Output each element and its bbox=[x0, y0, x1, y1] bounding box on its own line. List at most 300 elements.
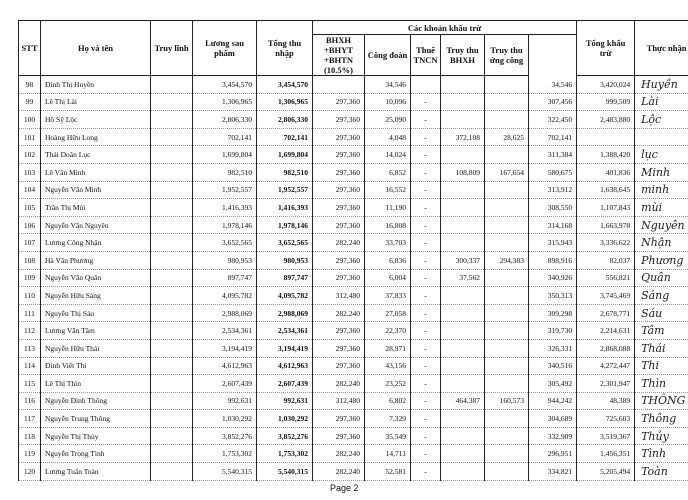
cell-tong-thu-nhap: 1,306,965 bbox=[257, 93, 313, 111]
cell-tong-khau-tru: 580,675 bbox=[529, 163, 577, 181]
cell-thuc-nhan bbox=[577, 128, 635, 146]
cell-luong: 3,852,276 bbox=[193, 427, 257, 445]
cell-stt: 103 bbox=[19, 163, 41, 181]
cell-thue: - bbox=[411, 463, 441, 481]
cell-truy-linh bbox=[151, 251, 193, 269]
cell-thue: - bbox=[411, 181, 441, 199]
signature: Nhận bbox=[635, 234, 688, 252]
cell-cong-doan: 27,058 bbox=[365, 304, 411, 322]
cell-tong-khau-tru: 340,516 bbox=[529, 357, 577, 375]
cell-thue: - bbox=[411, 357, 441, 375]
cell-name: Nguyễn Đình Thông bbox=[41, 392, 151, 410]
cell-cong-doan: 6,836 bbox=[365, 251, 411, 269]
payroll-table bbox=[18, 20, 688, 481]
table-row bbox=[19, 234, 688, 252]
cell-tong-khau-tru: 332,909 bbox=[529, 427, 577, 445]
cell-tong-khau-tru: 309,298 bbox=[529, 304, 577, 322]
cell-stt: 98 bbox=[19, 76, 41, 94]
signature: Thông bbox=[635, 410, 688, 428]
cell-cong-doan: 16,808 bbox=[365, 216, 411, 234]
cell-truy-thu-bhxh: 464,387 bbox=[441, 392, 485, 410]
cell-stt: 109 bbox=[19, 269, 41, 287]
cell-stt: 114 bbox=[19, 357, 41, 375]
cell-truy-thu-ung-cong bbox=[485, 93, 529, 111]
cell-thue: - bbox=[411, 375, 441, 393]
cell-tong-khau-tru: 898,916 bbox=[529, 251, 577, 269]
cell-thuc-nhan: 2,868,088 bbox=[577, 339, 635, 357]
cell-name: Nguyễn Văn Nguyên bbox=[41, 216, 151, 234]
cell-bhxh: 297,360 bbox=[313, 269, 365, 287]
cell-name: Nguyễn Thị Thủy bbox=[41, 427, 151, 445]
cell-truy-thu-bhxh bbox=[441, 111, 485, 129]
cell-luong: 3,652,565 bbox=[193, 234, 257, 252]
signature: Toàn bbox=[635, 463, 688, 481]
cell-cong-doan: 28,971 bbox=[365, 339, 411, 357]
signature: Huyền bbox=[635, 76, 688, 94]
cell-truy-thu-bhxh: 108,809 bbox=[441, 163, 485, 181]
table-row bbox=[19, 269, 688, 287]
table-row bbox=[19, 111, 688, 129]
cell-truy-linh bbox=[151, 216, 193, 234]
cell-tong-thu-nhap: 1,952,557 bbox=[257, 181, 313, 199]
cell-luong: 992,631 bbox=[193, 392, 257, 410]
cell-tong-thu-nhap: 3,194,419 bbox=[257, 339, 313, 357]
cell-bhxh: 297,360 bbox=[313, 357, 365, 375]
cell-thue: - bbox=[411, 111, 441, 129]
cell-thue: - bbox=[411, 445, 441, 463]
cell-luong: 3,194,419 bbox=[193, 339, 257, 357]
cell-truy-linh bbox=[151, 199, 193, 217]
table-row bbox=[19, 199, 688, 217]
cell-bhxh: 297,360 bbox=[313, 322, 365, 340]
header-stt: STT bbox=[19, 21, 41, 76]
cell-luong: 702,141 bbox=[193, 128, 257, 146]
cell-tong-khau-tru: 307,456 bbox=[529, 93, 577, 111]
cell-truy-thu-bhxh bbox=[441, 410, 485, 428]
cell-tong-khau-tru: 304,689 bbox=[529, 410, 577, 428]
cell-tong-khau-tru: 322,450 bbox=[529, 111, 577, 129]
cell-truy-linh bbox=[151, 375, 193, 393]
cell-tong-khau-tru: 311,384 bbox=[529, 146, 577, 164]
cell-tong-khau-tru: 326,331 bbox=[529, 339, 577, 357]
cell-truy-linh bbox=[151, 427, 193, 445]
cell-tong-thu-nhap: 980,953 bbox=[257, 251, 313, 269]
table-row bbox=[19, 304, 688, 322]
cell-truy-thu-bhxh bbox=[441, 427, 485, 445]
cell-truy-thu-bhxh bbox=[441, 463, 485, 481]
cell-cong-doan: 16,552 bbox=[365, 181, 411, 199]
cell-cong-doan: 10,096 bbox=[365, 93, 411, 111]
cell-truy-thu-ung-cong: 167,654 bbox=[485, 163, 529, 181]
cell-bhxh: 297,360 bbox=[313, 163, 365, 181]
cell-bhxh: 312,480 bbox=[313, 287, 365, 305]
cell-thue: - bbox=[411, 427, 441, 445]
cell-name: Đinh Viết Thi bbox=[41, 357, 151, 375]
cell-thue: - bbox=[411, 216, 441, 234]
cell-tong-thu-nhap: 1,978,146 bbox=[257, 216, 313, 234]
cell-truy-thu-bhxh bbox=[441, 199, 485, 217]
cell-bhxh: 282,240 bbox=[313, 463, 365, 481]
cell-truy-thu-ung-cong bbox=[485, 216, 529, 234]
cell-cong-doan: 33,703 bbox=[365, 234, 411, 252]
cell-cong-doan: 52,581 bbox=[365, 463, 411, 481]
cell-tong-thu-nhap: 1,416,393 bbox=[257, 199, 313, 217]
table-body bbox=[19, 76, 688, 481]
cell-thuc-nhan: 2,301,947 bbox=[577, 375, 635, 393]
cell-thuc-nhan: 2,678,771 bbox=[577, 304, 635, 322]
cell-tong-thu-nhap: 2,534,361 bbox=[257, 322, 313, 340]
cell-name: Lương Công Nhận bbox=[41, 234, 151, 252]
cell-luong: 3,454,570 bbox=[193, 76, 257, 94]
cell-name: Lê Thị Lài bbox=[41, 93, 151, 111]
cell-cong-doan: 34,546 bbox=[365, 76, 411, 94]
cell-cong-doan: 25,090 bbox=[365, 111, 411, 129]
cell-thuc-nhan: 3,745,469 bbox=[577, 287, 635, 305]
cell-bhxh: 297,360 bbox=[313, 93, 365, 111]
cell-bhxh bbox=[313, 76, 365, 94]
cell-truy-thu-ung-cong bbox=[485, 357, 529, 375]
table-header bbox=[19, 21, 688, 76]
header-truy-linh: Truy lĩnh bbox=[151, 21, 193, 76]
cell-thuc-nhan: 401,836 bbox=[577, 163, 635, 181]
signature: Lài bbox=[635, 93, 688, 111]
cell-truy-linh bbox=[151, 304, 193, 322]
cell-thue: - bbox=[411, 128, 441, 146]
cell-tong-thu-nhap: 5,540,315 bbox=[257, 463, 313, 481]
cell-truy-thu-ung-cong bbox=[485, 410, 529, 428]
cell-luong: 4,095,782 bbox=[193, 287, 257, 305]
cell-cong-doan: 35,549 bbox=[365, 427, 411, 445]
cell-truy-linh bbox=[151, 287, 193, 305]
cell-thuc-nhan: 1,388,420 bbox=[577, 146, 635, 164]
cell-truy-thu-ung-cong bbox=[485, 76, 529, 94]
cell-tong-khau-tru: 319,730 bbox=[529, 322, 577, 340]
cell-tong-thu-nhap: 3,454,570 bbox=[257, 76, 313, 94]
cell-truy-linh bbox=[151, 269, 193, 287]
cell-tong-khau-tru: 308,550 bbox=[529, 199, 577, 217]
table-row bbox=[19, 76, 688, 94]
cell-name: Hồ Sỹ Lộc bbox=[41, 111, 151, 129]
cell-tong-thu-nhap: 4,095,782 bbox=[257, 287, 313, 305]
cell-truy-thu-bhxh bbox=[441, 216, 485, 234]
cell-truy-thu-bhxh: 372,108 bbox=[441, 128, 485, 146]
signature: lục bbox=[635, 146, 688, 164]
table-row bbox=[19, 216, 688, 234]
cell-luong: 1,030,292 bbox=[193, 410, 257, 428]
cell-tong-thu-nhap: 3,652,565 bbox=[257, 234, 313, 252]
cell-luong: 2,534,361 bbox=[193, 322, 257, 340]
cell-name: Trần Thị Mùi bbox=[41, 199, 151, 217]
cell-name: Hoàng Hữu Long bbox=[41, 128, 151, 146]
cell-tong-thu-nhap: 2,806,330 bbox=[257, 111, 313, 129]
header-luong: Lương sau phẩm bbox=[193, 21, 257, 76]
cell-truy-linh bbox=[151, 146, 193, 164]
cell-thue: - bbox=[411, 251, 441, 269]
signature: Thủy bbox=[635, 427, 688, 445]
cell-truy-thu-bhxh bbox=[441, 357, 485, 375]
cell-tong-thu-nhap: 2,988,069 bbox=[257, 304, 313, 322]
cell-tong-khau-tru: 313,912 bbox=[529, 181, 577, 199]
cell-stt: 113 bbox=[19, 339, 41, 357]
table-row bbox=[19, 322, 688, 340]
cell-stt: 120 bbox=[19, 463, 41, 481]
cell-truy-linh bbox=[151, 463, 193, 481]
cell-stt: 115 bbox=[19, 375, 41, 393]
cell-tong-thu-nhap: 1,699,804 bbox=[257, 146, 313, 164]
signature: THÔNG bbox=[635, 392, 688, 410]
cell-stt: 106 bbox=[19, 216, 41, 234]
cell-truy-linh bbox=[151, 322, 193, 340]
cell-bhxh: 297,360 bbox=[313, 216, 365, 234]
cell-cong-doan: 14,711 bbox=[365, 445, 411, 463]
table-row bbox=[19, 410, 688, 428]
header-truy-thu-bhxh: Truy thu BHXH bbox=[441, 35, 485, 76]
cell-thue bbox=[411, 76, 441, 94]
header-truy-thu-ung-cong: Truy thu ứng công bbox=[485, 35, 529, 76]
cell-bhxh: 297,360 bbox=[313, 181, 365, 199]
cell-truy-thu-ung-cong bbox=[485, 287, 529, 305]
table-row bbox=[19, 392, 688, 410]
cell-bhxh: 282,240 bbox=[313, 304, 365, 322]
signature: Sáu bbox=[635, 304, 688, 322]
cell-tong-khau-tru: 296,951 bbox=[529, 445, 577, 463]
cell-truy-thu-bhxh: 300,337 bbox=[441, 251, 485, 269]
signature: minh bbox=[635, 181, 688, 199]
table-row bbox=[19, 146, 688, 164]
cell-name: Lê Thị Thìn bbox=[41, 375, 151, 393]
cell-luong: 1,306,965 bbox=[193, 93, 257, 111]
cell-stt: 100 bbox=[19, 111, 41, 129]
cell-thuc-nhan: 82,037 bbox=[577, 251, 635, 269]
cell-thuc-nhan: 4,272,447 bbox=[577, 357, 635, 375]
table-row bbox=[19, 163, 688, 181]
cell-bhxh: 297,360 bbox=[313, 410, 365, 428]
cell-truy-thu-bhxh: 37,562 bbox=[441, 269, 485, 287]
cell-cong-doan: 11,190 bbox=[365, 199, 411, 217]
cell-thue: - bbox=[411, 234, 441, 252]
cell-truy-linh bbox=[151, 392, 193, 410]
signature: Thi bbox=[635, 357, 688, 375]
cell-thuc-nhan: 1,663,978 bbox=[577, 216, 635, 234]
cell-truy-linh bbox=[151, 445, 193, 463]
cell-truy-thu-ung-cong bbox=[485, 234, 529, 252]
table-row bbox=[19, 463, 688, 481]
cell-bhxh: 312,480 bbox=[313, 392, 365, 410]
signature: Phương bbox=[635, 251, 688, 269]
cell-truy-thu-ung-cong bbox=[485, 427, 529, 445]
cell-tong-khau-tru: 34,546 bbox=[529, 76, 577, 94]
cell-thue: - bbox=[411, 146, 441, 164]
cell-bhxh: 282,240 bbox=[313, 375, 365, 393]
cell-tong-thu-nhap: 1,753,302 bbox=[257, 445, 313, 463]
cell-tong-khau-tru: 350,313 bbox=[529, 287, 577, 305]
page-footer: Page 2 bbox=[330, 483, 359, 493]
cell-truy-thu-ung-cong bbox=[485, 111, 529, 129]
cell-truy-thu-ung-cong bbox=[485, 181, 529, 199]
cell-bhxh: 297,360 bbox=[313, 339, 365, 357]
cell-cong-doan: 4,048 bbox=[365, 128, 411, 146]
cell-thuc-nhan: 2,483,880 bbox=[577, 111, 635, 129]
cell-thuc-nhan: 999,509 bbox=[577, 93, 635, 111]
cell-truy-linh bbox=[151, 93, 193, 111]
cell-luong: 982,510 bbox=[193, 163, 257, 181]
table-row bbox=[19, 93, 688, 111]
cell-tong-thu-nhap: 982,510 bbox=[257, 163, 313, 181]
cell-thue: - bbox=[411, 163, 441, 181]
cell-bhxh: 297,360 bbox=[313, 111, 365, 129]
cell-truy-linh bbox=[151, 128, 193, 146]
cell-name: Nguyễn Thị Sáu bbox=[41, 304, 151, 322]
cell-cong-doan: 6,802 bbox=[365, 392, 411, 410]
header-tong-khau-tru: Tổng khấu trừ bbox=[577, 21, 635, 76]
cell-thuc-nhan: 1,107,843 bbox=[577, 199, 635, 217]
header-name: Họ và tên bbox=[41, 21, 151, 76]
signature: mùi bbox=[635, 199, 688, 217]
cell-tong-khau-tru: 702,141 bbox=[529, 128, 577, 146]
cell-stt: 117 bbox=[19, 410, 41, 428]
cell-stt: 110 bbox=[19, 287, 41, 305]
cell-luong: 1,952,557 bbox=[193, 181, 257, 199]
signature: Thái bbox=[635, 339, 688, 357]
cell-truy-linh bbox=[151, 111, 193, 129]
cell-thuc-nhan: 725,603 bbox=[577, 410, 635, 428]
signature: Tâm bbox=[635, 322, 688, 340]
cell-truy-thu-ung-cong bbox=[485, 146, 529, 164]
signature: Minh bbox=[635, 163, 688, 181]
cell-thuc-nhan: 2,214,631 bbox=[577, 322, 635, 340]
cell-truy-thu-ung-cong bbox=[485, 199, 529, 217]
cell-stt: 107 bbox=[19, 234, 41, 252]
cell-tong-thu-nhap: 3,852,276 bbox=[257, 427, 313, 445]
cell-stt: 111 bbox=[19, 304, 41, 322]
cell-name: Nguyễn Hữu Sáng bbox=[41, 287, 151, 305]
table-row bbox=[19, 357, 688, 375]
cell-thuc-nhan: 556,821 bbox=[577, 269, 635, 287]
cell-thuc-nhan: 3,336,622 bbox=[577, 234, 635, 252]
cell-bhxh: 297,360 bbox=[313, 146, 365, 164]
signature: Lộc bbox=[635, 111, 688, 129]
cell-bhxh: 297,360 bbox=[313, 251, 365, 269]
cell-truy-linh bbox=[151, 163, 193, 181]
cell-truy-thu-bhxh bbox=[441, 322, 485, 340]
cell-stt: 116 bbox=[19, 392, 41, 410]
cell-thue: - bbox=[411, 304, 441, 322]
cell-stt: 108 bbox=[19, 251, 41, 269]
cell-thuc-nhan: 48,389 bbox=[577, 392, 635, 410]
cell-tong-thu-nhap: 4,612,963 bbox=[257, 357, 313, 375]
cell-name: Nguyễn Văn Quân bbox=[41, 269, 151, 287]
cell-truy-thu-ung-cong bbox=[485, 445, 529, 463]
cell-bhxh: 297,360 bbox=[313, 199, 365, 217]
header-thue: Thuế TNCN bbox=[411, 35, 441, 76]
signature: Thìn bbox=[635, 375, 688, 393]
cell-thuc-nhan: 3,519,367 bbox=[577, 427, 635, 445]
cell-bhxh: 297,360 bbox=[313, 427, 365, 445]
cell-truy-thu-bhxh bbox=[441, 76, 485, 94]
cell-luong: 897,747 bbox=[193, 269, 257, 287]
cell-truy-thu-ung-cong bbox=[485, 304, 529, 322]
cell-tong-khau-tru: 334,821 bbox=[529, 463, 577, 481]
table-row bbox=[19, 339, 688, 357]
cell-luong: 1,753,302 bbox=[193, 445, 257, 463]
cell-truy-thu-bhxh bbox=[441, 234, 485, 252]
cell-truy-thu-ung-cong: 294,383 bbox=[485, 251, 529, 269]
cell-thue: - bbox=[411, 269, 441, 287]
table-row bbox=[19, 181, 688, 199]
signature: Tình bbox=[635, 445, 688, 463]
cell-name: Đinh Thị Huyền bbox=[41, 76, 151, 94]
cell-thuc-nhan: 3,420,024 bbox=[577, 76, 635, 94]
cell-bhxh: 282,240 bbox=[313, 234, 365, 252]
cell-name: Nguyễn Hữu Thái bbox=[41, 339, 151, 357]
cell-stt: 119 bbox=[19, 445, 41, 463]
cell-name: Lê Văn Minh bbox=[41, 163, 151, 181]
cell-tong-thu-nhap: 2,607,439 bbox=[257, 375, 313, 393]
cell-name: Nguyễn Văn Minh bbox=[41, 181, 151, 199]
cell-truy-thu-ung-cong bbox=[485, 339, 529, 357]
table-row bbox=[19, 251, 688, 269]
cell-tong-khau-tru: 315,943 bbox=[529, 234, 577, 252]
cell-tong-khau-tru: 944,242 bbox=[529, 392, 577, 410]
cell-thue: - bbox=[411, 392, 441, 410]
cell-truy-thu-ung-cong bbox=[485, 322, 529, 340]
cell-thue: - bbox=[411, 410, 441, 428]
cell-truy-thu-bhxh bbox=[441, 445, 485, 463]
cell-cong-doan: 23,252 bbox=[365, 375, 411, 393]
cell-stt: 101 bbox=[19, 128, 41, 146]
cell-truy-thu-ung-cong bbox=[485, 269, 529, 287]
cell-luong: 980,953 bbox=[193, 251, 257, 269]
cell-truy-linh bbox=[151, 181, 193, 199]
cell-luong: 1,699,804 bbox=[193, 146, 257, 164]
cell-truy-thu-bhxh bbox=[441, 93, 485, 111]
table-row bbox=[19, 375, 688, 393]
cell-bhxh: 297,360 bbox=[313, 128, 365, 146]
cell-stt: 99 bbox=[19, 93, 41, 111]
cell-truy-thu-ung-cong bbox=[485, 375, 529, 393]
cell-truy-thu-ung-cong bbox=[485, 463, 529, 481]
cell-tong-khau-tru: 340,926 bbox=[529, 269, 577, 287]
header-tong-thu-nhap: Tổng thu nhập bbox=[257, 21, 313, 76]
cell-thue: - bbox=[411, 287, 441, 305]
cell-truy-linh bbox=[151, 410, 193, 428]
cell-luong: 1,416,393 bbox=[193, 199, 257, 217]
cell-luong: 2,806,330 bbox=[193, 111, 257, 129]
cell-name: Lương Tuấn Toàn bbox=[41, 463, 151, 481]
cell-truy-thu-bhxh bbox=[441, 339, 485, 357]
cell-thue: - bbox=[411, 199, 441, 217]
cell-tong-thu-nhap: 702,141 bbox=[257, 128, 313, 146]
header-cong-doan: Công đoàn bbox=[365, 35, 411, 76]
cell-truy-linh bbox=[151, 234, 193, 252]
signature: Sáng bbox=[635, 287, 688, 305]
signature: Nguyên bbox=[635, 216, 688, 234]
table-row bbox=[19, 427, 688, 445]
cell-tong-thu-nhap: 992,631 bbox=[257, 392, 313, 410]
cell-tong-khau-tru: 305,492 bbox=[529, 375, 577, 393]
cell-cong-doan: 43,156 bbox=[365, 357, 411, 375]
cell-luong: 2,988,069 bbox=[193, 304, 257, 322]
cell-cong-doan: 6,004 bbox=[365, 269, 411, 287]
header-thuc-nhan: Thực nhận bbox=[635, 21, 688, 76]
cell-luong: 1,978,146 bbox=[193, 216, 257, 234]
signature: Quân bbox=[635, 269, 688, 287]
cell-luong: 2,607,439 bbox=[193, 375, 257, 393]
cell-truy-thu-bhxh bbox=[441, 146, 485, 164]
cell-stt: 104 bbox=[19, 181, 41, 199]
cell-stt: 105 bbox=[19, 199, 41, 217]
cell-name: Hà Văn Phương bbox=[41, 251, 151, 269]
